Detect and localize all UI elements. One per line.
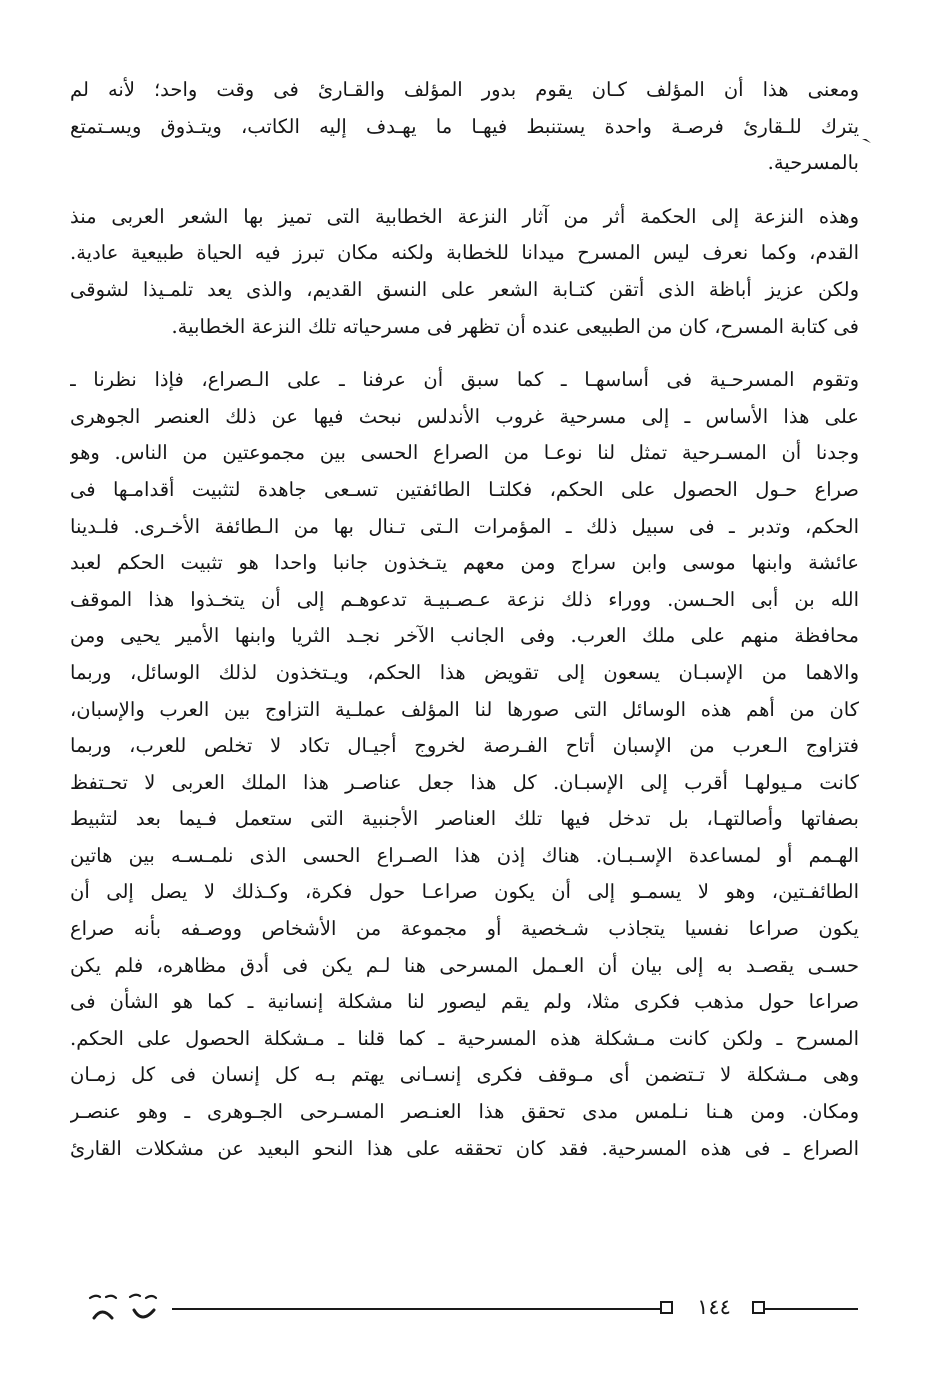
text-line: بالمسرحية.: [767, 151, 859, 175]
text-line: محافظة منهم على ملك العرب. وفى الجانب الآخر نجـد الثريا وابنها الأمير يحيى ومن: [70, 624, 859, 648]
paragraph-1: [70, 72, 859, 182]
text-line: ومعنى هذا أن المؤلف كـان يقوم بدور المؤلف والقـارئ فى وقت واحد؛ لأنه لم: [70, 78, 859, 101]
text-line: الطائفـتين، وهو لا يسمـو إلى أن يكون صراعـا حول فكرة، وكـذلك لا يصل إلى أن: [70, 880, 859, 904]
text-line: صراع حـول الحصول على الحكم، فكلتـا الطائفتين تسـعى جاهدة لتثبيت أقدامـها فى: [70, 477, 859, 501]
text-line: الصراع ـ فى هذه المسرحية. فقد كان تحققه على هذا النحو البعيد عن مشكلات القارئ: [70, 1136, 859, 1160]
page-footer: [0, 1288, 929, 1328]
text-line: الله بن أبى الحـسن. ووراء ذلك نزعة عـصـبيـة تدعوهـم إلى أن يتخـذوا هذا الموقف: [70, 587, 859, 611]
text-line: وهى مـشكلة لا تـتضمن أى مـوقف فكرى إنسـانى يهتم بـه كل إنسان فى كل زمـان: [70, 1063, 859, 1087]
text-line: على هذا الأساس ـ إلى مسرحية غروب الأندلس نبحث فيها عن ذلك العنصر الجوهرى: [70, 404, 859, 428]
text-line: يكون صراعا نفسيا يتجاذب شـخصية أو مجموعة من الأشخاص ووصـفه بأنه صراع: [70, 917, 859, 941]
text-line: الهـمم أو لمساعدة الإسـبـان. هناك إذن هذا الصـراع الحسى الذى نلمـسـه بين هاتين: [70, 843, 859, 867]
paragraph-2: [70, 199, 859, 345]
text-line: وتقوم المسرحـية فى أساسهـا ـ كما سبق أن عرفنا ـ على الـصراع، فإذا نظرنا ـ: [70, 368, 859, 392]
text-line: يترك للـقارئ فرصـة واحدة يستنبط فيهـا ما يهـدف إليه الكاتب، ويتـذوق ويسـتمتع: [70, 114, 859, 138]
text-line: حسـى يقصـد به إلى بيان أن العـمل المسرحى هنا لـم يكن فى أدق مظاهره، فلم يكن: [70, 953, 859, 977]
page-number: ١٤٤: [697, 1295, 731, 1319]
text-line: وجدنا أن المسـرحية تمثل لنا نوعـا من الصراع الحسى بين مجموعتين من الناس. وهو: [70, 441, 859, 465]
text-line: المسرح ـ ولكن كانت مـشكلة هذه المسرحية ـ كما قلنا ـ مـشكلة الحصول على الحكم.: [70, 1026, 859, 1050]
text-line: الحكم، وتدبر ـ فى سبيل ذلك ـ المؤمرات الـتى تـنال بها من الـطائفة الأخـرى. فلـدينا: [70, 514, 859, 538]
text-line: وهذه النزعة إلى الحكمة أثر من آثار النزعة الخطابية التى تميز بها الشعر العربى منذ: [70, 204, 859, 228]
ornament-icon: [86, 1288, 168, 1328]
body-text: [70, 72, 859, 1167]
footer-rule-left: [172, 1308, 660, 1310]
text-line: فى كتابة المسرح، كان من الطبيعى عنده أن تظهر فى مسرحياته تلك النزعة الخطابية.: [171, 314, 859, 338]
text-line: كانت مـيولهـا أقرب إلى الإسبـان. كل هذا جعل عناصـر هذا الملك العربى لا تحـتفظ: [70, 770, 859, 794]
text-line: عائشة وابنها موسى وابن سراج ومن معهم يتـخذون جانبا واحدا هو تثبيت الحكم لعبد: [70, 551, 859, 575]
paragraph-3: [70, 362, 859, 1167]
text-line: كان من أهم هذه الوسائل التى صورها لنا المؤلف عملـية التزاوج بين العرب والإسبان،: [70, 697, 859, 721]
text-line: القدم، وكما نعرف ليس المسرح ميدانا للخطابة ولكنه مكان تبرز فيه الحياة طبيعية عادية.: [70, 241, 859, 265]
square-icon: [660, 1301, 673, 1314]
text-line: فتزاوج الـعرب من الإسبان أتاح الفـرصة لخروج أجيـال تكاد لا تخلص للعرب، وربما: [70, 734, 859, 758]
text-line: بصفاتها وأصالتهـا، بل تدخل فيها تلك العناصر الأجنبية التى ستعمل فـيما بعد لتثبيط: [70, 807, 859, 831]
square-icon: [752, 1301, 765, 1314]
text-line: والاهما من الإسبـان يسعون إلى تقويض هذا الحكم، ويـتخذون لذلك الوسائل، وربما: [70, 660, 859, 684]
margin-mark-icon: [862, 138, 872, 144]
text-line: ولكن عزيز أباظة الذى أتقن كتـابة الشعر على النسق القديم، والذى يعد تلمـيذا لشوقى: [70, 277, 859, 301]
text-line: صراعا حول مذهب فكرى مثلا، ولم يقم ليصور لنا مشكلة إنسانية ـ كما هو الشأن فى: [70, 990, 859, 1014]
text-line: ومكان. ومن هـنا نـلمس مدى تحقق هذا العنـصر المسـرحى الجـوهرى ـ وهو عنصـر: [70, 1100, 859, 1124]
footer-rule-right: [765, 1308, 858, 1310]
